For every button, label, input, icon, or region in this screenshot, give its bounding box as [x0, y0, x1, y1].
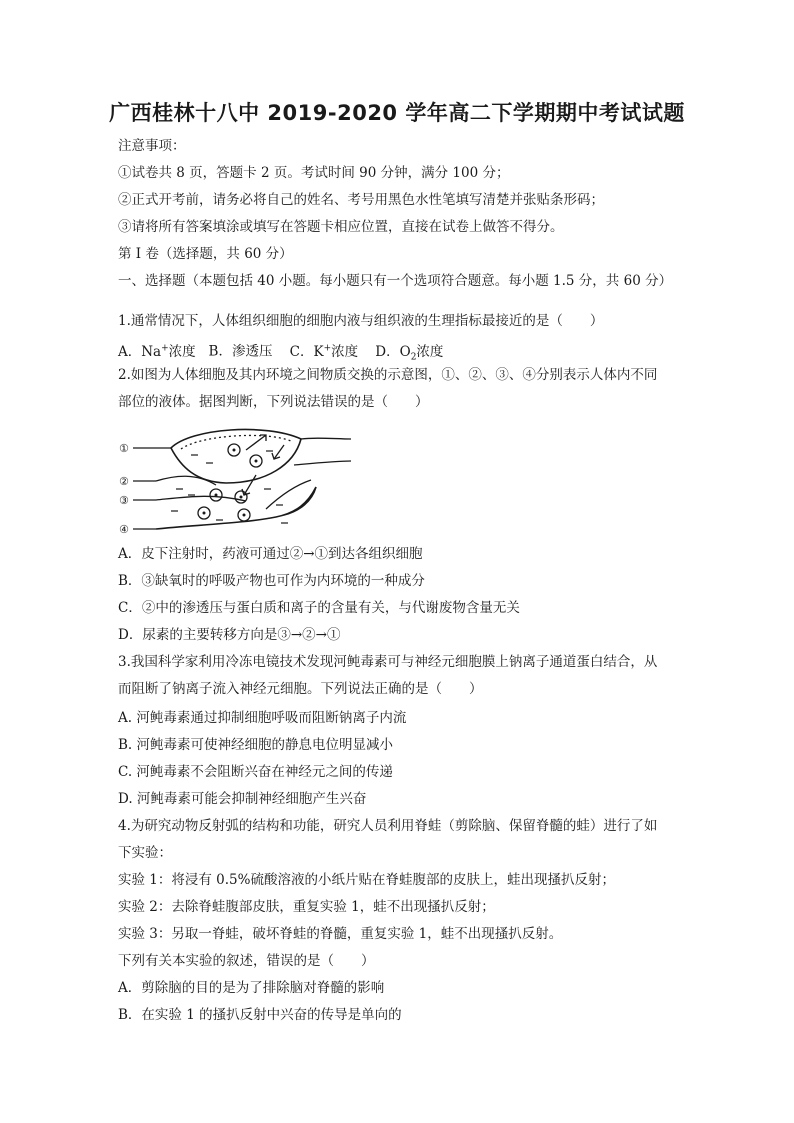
q2-stem-line1: 2.如图为人体细胞及其内环境之间物质交换的示意图，①、②、③、④分别表示人体内不同 [118, 367, 658, 383]
section-title: 第 I 卷（选择题，共 60 分） [118, 246, 293, 262]
notice-item-1: ①试卷共 8 页，答题卡 2 页。考试时间 90 分钟，满分 100 分； [118, 165, 510, 181]
q4-experiment-1: 实验 1：将浸有 0.5%硫酸溶液的小纸片贴在脊蛙腹部的皮肤上，蛙出现搔扒反射； [118, 872, 615, 888]
q2-option-c: C．②中的渗透压与蛋白质和离子的含量有关，与代谢废物含量无关 [118, 600, 520, 616]
diagram-label-2: ② [119, 475, 129, 488]
q2-stem-line2: 部位的液体。据图判断，下列说法错误的是（ ） [118, 394, 429, 410]
q2-option-b: B．③缺氧时的呼吸产物也可作为内环境的一种成分 [118, 573, 425, 589]
q3-option-c: C. 河鲀毒素不会阻断兴奋在神经元之间的传递 [118, 764, 393, 780]
q4-option-b: B．在实验 1 的搔扒反射中兴奋的传导是单向的 [118, 1007, 402, 1023]
q1-option-b: B．渗透压 [208, 343, 273, 360]
q3-option-a: A. 河鲀毒素通过抑制细胞呼吸而阻断钠离子内流 [118, 710, 407, 726]
notice-item-3: ③请将所有答案填涂或填写在答题卡相应位置，直接在试卷上做答不得分。 [118, 219, 564, 235]
notice-item-2: ②正式开考前，请务必将自己的姓名、考号用黑色水性笔填写清楚并张贴条形码； [118, 192, 604, 208]
q1-option-c: C．K+浓度 [289, 343, 359, 360]
q3-option-b: B. 河鲀毒素可使神经细胞的静息电位明显减小 [118, 737, 394, 753]
exam-title: 广西桂林十八中 2019-2020 学年高二下学期期中考试试题 [109, 101, 685, 125]
q4-experiment-3: 实验 3：另取一脊蛙，破坏脊蛙的脊髓，重复实验 1，蛙不出现搔扒反射。 [118, 926, 563, 942]
q4-question: 下列有关本实验的叙述，错误的是（ ） [118, 953, 375, 969]
q3-option-d: D. 河鲀毒素可能会抑制神经细胞产生兴奋 [118, 791, 367, 807]
q1-options [118, 338, 443, 367]
q4-stem-line2: 下实验： [118, 845, 172, 861]
q4-experiment-2: 实验 2：去除脊蛙腹部皮肤，重复实验 1，蛙不出现搔扒反射； [118, 899, 495, 915]
q2-option-d: D．尿素的主要转移方向是③→②→① [118, 627, 341, 643]
q3-stem-line2: 而阻断了钠离子流入神经元细胞。下列说法正确的是（ ） [118, 681, 483, 697]
notice-heading: 注意事项： [118, 138, 186, 154]
diagram-label-1: ① [119, 442, 129, 455]
body-fluid-exchange-diagram [116, 425, 356, 543]
q2-option-a: A．皮下注射时，药液可通过②→①到达各组织细胞 [118, 546, 423, 562]
q3-stem-line1: 3.我国科学家利用冷冻电镜技术发现河鲀毒素可与神经元细胞膜上钠离子通道蛋白结合，从 [118, 654, 658, 670]
q1-option-d: D．$O_2$浓度 [375, 343, 444, 363]
q4-stem-line1: 4.为研究动物反射弧的结构和功能，研究人员利用脊蛙（剪除脑、保留脊髓的蛙）进行了如 [118, 818, 658, 834]
q1-stem: 1.通常情况下，人体组织细胞的细胞内液与组织液的生理指标最接近的是（ ） [118, 313, 604, 329]
q1-option-a: A．Na+浓度 [118, 343, 196, 360]
part-title: 一、选择题（本题包括 40 小题。每小题只有一个选项符合题意。每小题 1.5 分，共 60 分） [118, 273, 673, 289]
q4-option-a: A．剪除脑的目的是为了排除脑对脊髓的影响 [118, 980, 385, 996]
diagram-label-4: ④ [119, 523, 129, 536]
diagram-label-3: ③ [119, 494, 129, 507]
